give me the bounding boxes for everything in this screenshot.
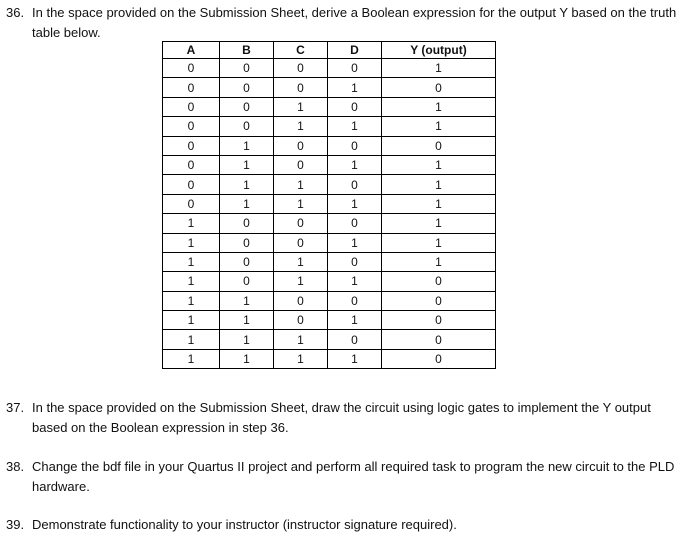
cell-a: 0	[163, 155, 220, 174]
cell-b: 1	[220, 311, 274, 330]
question-36-number: 36.	[6, 5, 25, 20]
cell-d: 1	[328, 311, 382, 330]
table-row	[163, 349, 496, 368]
cell-c: 1	[274, 272, 328, 291]
table-row	[163, 78, 496, 97]
cell-c: 1	[274, 194, 328, 213]
cell-y: 1	[382, 175, 496, 194]
cell-c: 0	[274, 155, 328, 174]
table-row	[163, 97, 496, 116]
cell-y: 0	[382, 349, 496, 368]
cell-y: 0	[382, 291, 496, 310]
cell-a: 1	[163, 214, 220, 233]
table-row	[163, 233, 496, 252]
cell-a: 0	[163, 78, 220, 97]
header-b: B	[220, 42, 274, 59]
cell-y: 1	[382, 117, 496, 136]
cell-d: 1	[328, 233, 382, 252]
cell-c: 1	[274, 97, 328, 116]
cell-d: 1	[328, 349, 382, 368]
cell-y: 0	[382, 330, 496, 349]
question-39-number: 39.	[6, 517, 25, 532]
cell-d: 1	[328, 272, 382, 291]
table-row	[163, 311, 496, 330]
cell-c: 0	[274, 233, 328, 252]
question-38-number: 38.	[6, 459, 25, 474]
header-a: A	[163, 42, 220, 59]
question-39-text: Demonstrate functionality to your instructor (instructor signature required).	[32, 517, 457, 532]
truth-table	[162, 41, 496, 369]
cell-c: 1	[274, 252, 328, 271]
question-37-number: 37.	[6, 400, 25, 415]
table-row	[163, 194, 496, 213]
header-y-output: Y (output)	[382, 42, 496, 59]
table-row	[163, 291, 496, 310]
cell-b: 0	[220, 78, 274, 97]
cell-b: 1	[220, 136, 274, 155]
cell-c: 0	[274, 291, 328, 310]
cell-d: 0	[328, 59, 382, 78]
table-row	[163, 59, 496, 78]
cell-b: 1	[220, 175, 274, 194]
cell-a: 0	[163, 97, 220, 116]
table-row	[163, 155, 496, 174]
table-row	[163, 175, 496, 194]
cell-a: 0	[163, 175, 220, 194]
cell-d: 0	[328, 175, 382, 194]
cell-c: 1	[274, 117, 328, 136]
cell-b: 0	[220, 214, 274, 233]
cell-a: 1	[163, 272, 220, 291]
cell-d: 0	[328, 252, 382, 271]
cell-a: 0	[163, 194, 220, 213]
cell-a: 0	[163, 59, 220, 78]
cell-y: 1	[382, 155, 496, 174]
cell-y: 1	[382, 97, 496, 116]
cell-y: 0	[382, 311, 496, 330]
cell-y: 1	[382, 233, 496, 252]
question-38-text: Change the bdf file in your Quartus II project and perform all required task to program the new circuit to the PLD hardware.	[32, 459, 675, 494]
table-row	[163, 214, 496, 233]
question-36-text: In the space provided on the Submission Sheet, derive a Boolean expression for the output Y based on the truth table below.	[32, 5, 677, 40]
cell-a: 0	[163, 136, 220, 155]
cell-a: 1	[163, 311, 220, 330]
table-row	[163, 252, 496, 271]
cell-c: 1	[274, 330, 328, 349]
cell-c: 0	[274, 214, 328, 233]
truth-table-body	[163, 59, 496, 369]
cell-d: 0	[328, 136, 382, 155]
truth-table-header-row	[163, 42, 496, 59]
cell-y: 0	[382, 272, 496, 291]
question-37-text: In the space provided on the Submission Sheet, draw the circuit using logic gates to implement the Y output based on the Boolean expression in step 36.	[32, 400, 651, 435]
table-row	[163, 136, 496, 155]
table-row	[163, 272, 496, 291]
cell-b: 0	[220, 252, 274, 271]
cell-y: 1	[382, 59, 496, 78]
cell-y: 1	[382, 252, 496, 271]
cell-c: 1	[274, 175, 328, 194]
cell-b: 1	[220, 194, 274, 213]
cell-b: 0	[220, 233, 274, 252]
cell-b: 0	[220, 97, 274, 116]
cell-d: 1	[328, 78, 382, 97]
header-c: C	[274, 42, 328, 59]
cell-c: 0	[274, 59, 328, 78]
cell-d: 0	[328, 214, 382, 233]
table-row	[163, 330, 496, 349]
cell-y: 0	[382, 136, 496, 155]
cell-a: 1	[163, 349, 220, 368]
cell-b: 0	[220, 59, 274, 78]
cell-b: 0	[220, 117, 274, 136]
cell-c: 1	[274, 349, 328, 368]
cell-y: 1	[382, 194, 496, 213]
cell-d: 1	[328, 194, 382, 213]
cell-y: 1	[382, 214, 496, 233]
cell-d: 0	[328, 330, 382, 349]
header-d: D	[328, 42, 382, 59]
cell-d: 1	[328, 155, 382, 174]
cell-c: 0	[274, 311, 328, 330]
cell-d: 0	[328, 291, 382, 310]
cell-a: 0	[163, 117, 220, 136]
cell-a: 1	[163, 252, 220, 271]
cell-b: 1	[220, 155, 274, 174]
cell-b: 0	[220, 272, 274, 291]
cell-b: 1	[220, 291, 274, 310]
cell-c: 0	[274, 136, 328, 155]
cell-c: 0	[274, 78, 328, 97]
cell-y: 0	[382, 78, 496, 97]
cell-a: 1	[163, 291, 220, 310]
cell-b: 1	[220, 330, 274, 349]
cell-d: 1	[328, 117, 382, 136]
cell-a: 1	[163, 330, 220, 349]
cell-d: 0	[328, 97, 382, 116]
cell-a: 1	[163, 233, 220, 252]
cell-b: 1	[220, 349, 274, 368]
table-row	[163, 117, 496, 136]
